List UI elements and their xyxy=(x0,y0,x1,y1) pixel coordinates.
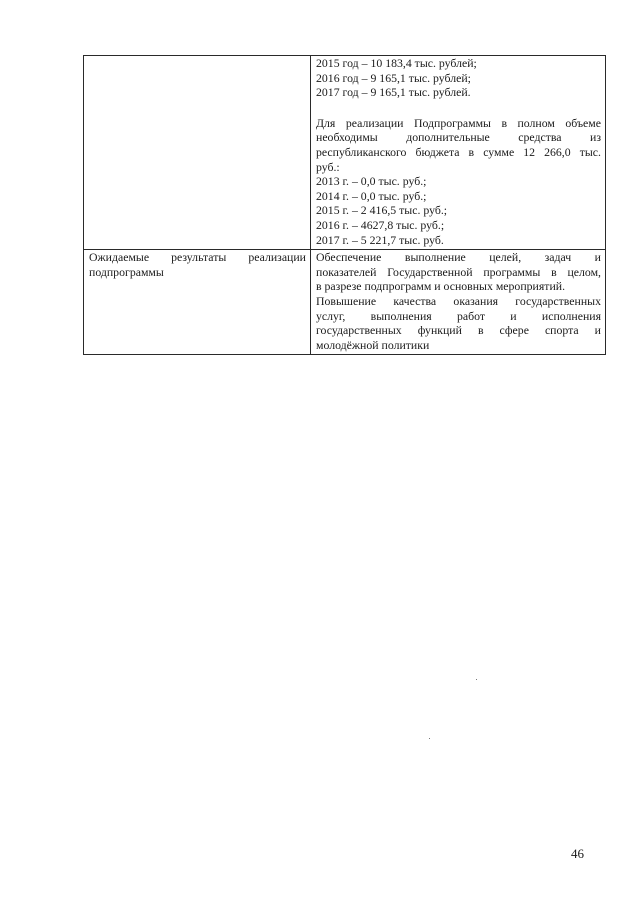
result-line: показателей Государственной программы в целом, xyxy=(316,264,601,279)
additional-funding-line: 2017 г. – 5 221,7 тыс. руб. xyxy=(316,232,444,247)
expected-results-label: подпрограммы xyxy=(89,264,164,279)
additional-funding-line: 2013 г. – 0,0 тыс. руб.; xyxy=(316,174,427,189)
additional-funding-line: 2016 г. – 4627,8 тыс. руб.; xyxy=(316,217,445,232)
result-line: Обеспечение выполнение целей, задач и xyxy=(316,250,601,265)
funding-year-line: 2017 год – 9 165,1 тыс. рублей. xyxy=(316,85,471,100)
scan-speck xyxy=(429,738,430,739)
table-row xyxy=(84,56,606,250)
expected-results-label: Ожидаемые результаты реализации xyxy=(89,250,306,265)
expected-results-label-cell xyxy=(84,250,311,355)
funding-cell xyxy=(311,56,606,250)
result-line: государственных функций в сфере спорта и xyxy=(316,323,601,338)
funding-paragraph-line: необходимы дополнительные средства из xyxy=(316,130,601,145)
page-number: 46 xyxy=(571,846,584,861)
result-line: в разрезе подпрограмм и основных мероприятий. xyxy=(316,279,566,294)
funding-paragraph-line: республиканского бюджета в сумме 12 266,0 тыс. xyxy=(316,144,601,159)
result-line: Повышение качества оказания государственных xyxy=(316,293,601,308)
funding-paragraph-line: руб.: xyxy=(316,159,340,174)
result-line: услуг, выполнения работ и исполнения xyxy=(316,308,601,323)
scan-speck xyxy=(476,679,477,680)
funding-year-line: 2016 год – 9 165,1 тыс. рублей; xyxy=(316,70,471,85)
expected-results-cell xyxy=(311,250,606,355)
table-row xyxy=(84,250,606,355)
funding-year-line: 2015 год – 10 183,4 тыс. рублей; xyxy=(316,56,477,70)
result-line: молодёжной политики xyxy=(316,337,430,352)
additional-funding-line: 2015 г. – 2 416,5 тыс. руб.; xyxy=(316,203,448,218)
funding-paragraph-line: Для реализации Подпрограммы в полном объеме xyxy=(316,115,601,130)
table-cell-empty xyxy=(84,56,311,250)
document-table xyxy=(83,55,606,355)
additional-funding-line: 2014 г. – 0,0 тыс. руб.; xyxy=(316,188,427,203)
paragraph-gap xyxy=(316,100,601,116)
